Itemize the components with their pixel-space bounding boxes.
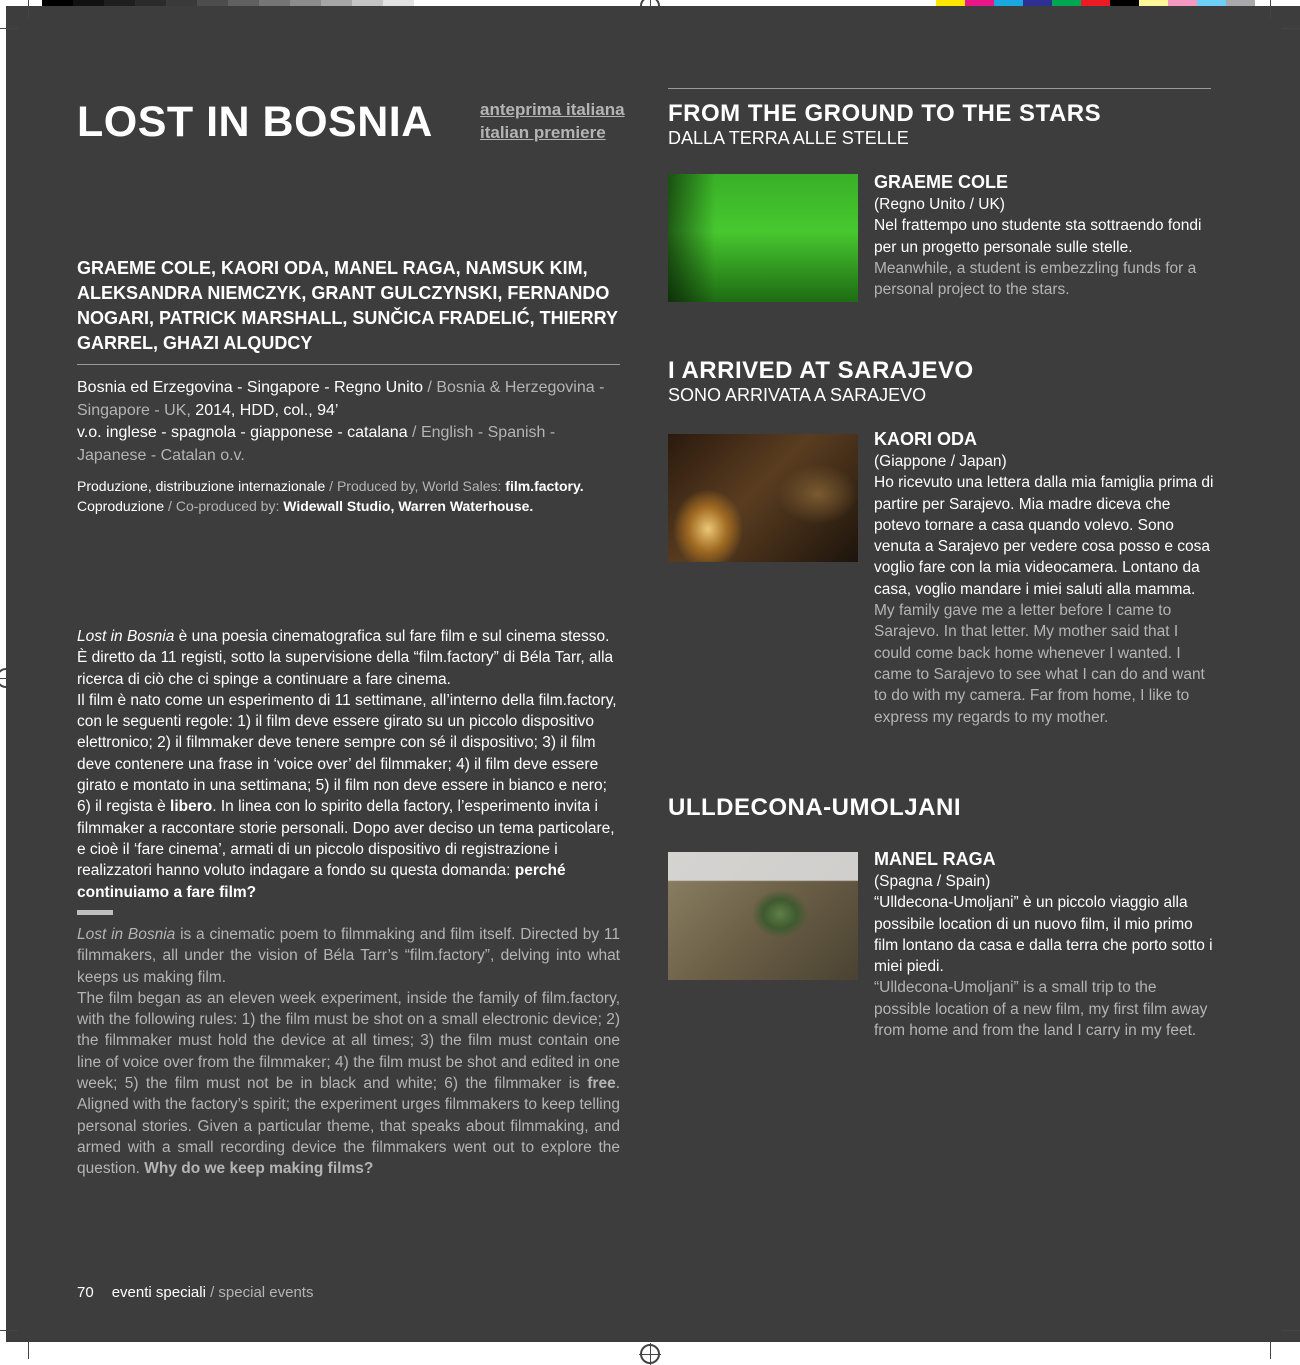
film-3-title: ULLDECONA-UMOLJANI <box>668 794 961 821</box>
section-separator: / <box>205 1284 219 1301</box>
film-3-synopsis-italian: “Ulldecona-Umoljani” è un piccolo viaggio alla possibile location di un nuovo film, il mio primo film lontano da casa e dalla terra che porto sotto i miei piedi. <box>874 894 1213 976</box>
film-2-country: (Giappone / Japan) <box>874 453 1007 470</box>
page-number: 70 <box>77 1284 94 1301</box>
film-title-italic: Lost in Bosnia <box>77 926 176 943</box>
crop-mark <box>1282 1330 1300 1331</box>
film-1-synopsis-english: Meanwhile, a student is embezzling funds for a personal project to the stars. <box>874 259 1197 299</box>
coproduction-value: Widewall Studio, Warren Waterhouse. <box>283 498 534 514</box>
film-2-details <box>874 427 1214 728</box>
production-value: film.factory. <box>505 478 584 494</box>
crop-mark <box>1282 28 1300 29</box>
coproduction-label-italian: Coproduzione <box>77 498 165 514</box>
film-1-details <box>874 170 1214 300</box>
page-footer <box>77 1284 313 1301</box>
synopsis-italian-paragraph-1: Lost in Bosnia è una poesia cinematografica sul fare film e sul cinema stesso. È diretto da 11 registi, sotto la supervisione della “film.factory” di Béla Tarr, alla ricerca di ciò che ci spinge a continuare a fare cinema. <box>77 628 614 688</box>
premiere-label <box>480 98 625 144</box>
crop-mark <box>0 28 18 29</box>
section-english: special events <box>218 1284 314 1301</box>
film-2-director: KAORI ODA <box>874 429 977 449</box>
premiere-italian: anteprima italiana <box>480 100 625 119</box>
crop-mark <box>0 1330 18 1331</box>
film-title-italic: Lost in Bosnia <box>77 628 175 645</box>
directors-list: GRAEME COLE, KAORI ODA, MANEL RAGA, NAMSUK KIM, ALEKSANDRA NIEMCZYK, GRANT GULCZYNSKI, FERNANDO NOGARI, PATRICK MARSHALL, SUNČICA FRADELIĆ, THIERRY GARREL, GHAZI ALQUDCY <box>77 258 618 353</box>
film-2-still-image <box>668 434 858 562</box>
language-divider <box>77 910 113 915</box>
language-italian: v.o. inglese - spagnola - giapponese - catalana <box>77 424 408 441</box>
synopsis-italian <box>77 626 620 903</box>
premiere-english: italian premiere <box>480 123 606 142</box>
divider-rule <box>77 364 620 365</box>
film-1-title: FROM THE GROUND TO THE STARS <box>668 100 1102 127</box>
synopsis-italian-paragraph-2: Il film è nato come un esperimento di 11 settimane, all’interno della film.factory, con le seguenti regole: 1) il film deve essere girato su un piccolo dispositivo elettronico; 2) il filmmaker deve tenere sempre con sé il dispositivo; 3) il film deve contenere una frase in ‘voice over’ del filmmaker; 4) il film deve essere girato e montato in una settimana; 5) il film non deve essere in bianco e nero; 6) il regista è libero. In linea con lo spirito della factory, l’esperimento invita i filmmaker a raccontare storie personali. Dopo aver deciso un tema particolare, e cioè il ‘fare cinema’, armati di un piccolo dispositivo di registrazione i realizzatori hanno voluto indagare a fondo su questa domanda: perché continuiamo a fare film? <box>77 691 617 901</box>
header-rule <box>668 88 1211 89</box>
countries-italian: Bosnia ed Erzegovina - Singapore - Regno Unito <box>77 379 423 396</box>
film-3-synopsis-english: “Ulldecona-Umoljani” is a small trip to the possible location of a new film, my first film away from home and from the land I carry in my feet. <box>874 979 1208 1040</box>
film-1-subtitle: DALLA TERRA ALLE STELLE <box>668 128 909 148</box>
section-italian: eventi speciali <box>111 1284 206 1301</box>
film-2-synopsis-italian: Ho ricevuto una lettera dalla mia famiglia prima di partire per Sarajevo. Mia madre diceva che potevo tornare a casa quando volevo. Sono venuta a Sarajevo per vedere cosa posso e cosa voglio fare con la mia videocamera. Lontano da casa, voglio mandare i miei saluti alla mamma. <box>874 474 1214 598</box>
film-1-country: (Regno Unito / UK) <box>874 196 1005 213</box>
synopsis-english-paragraph-2: The film began as an eleven week experiment, inside the family of film.factory, with the following rules: 1) the film must be shot on a small electronic device; 2) the filmmaker must hold the device at all times; 3) the film must contain one line of voice over from the filmmaker; 4) the film must be shot and edited in one week; 5) the film must not be in black and white; 6) the filmmaker is free. Aligned with the factory’s spirit; the experiment urges filmmakers to keep telling personal stories. Given a particular theme, that speaks about filmmaking, and armed with a small recording device the filmmakers went out to explore the question. Why do we keep making films? <box>77 989 620 1178</box>
film-3-country: (Spagna / Spain) <box>874 873 991 890</box>
coproduction-line <box>77 496 620 516</box>
language-english: English - Spanish - Japanese - Catalan o.v. <box>77 424 556 464</box>
registration-mark-bottom <box>640 1344 660 1364</box>
tech-specs: 2014, HDD, col., 94’ <box>190 401 339 419</box>
film-1-still-image <box>668 174 858 302</box>
language-separator: / <box>407 424 421 441</box>
film-info <box>77 377 620 467</box>
film-2-subtitle: SONO ARRIVATA A SARAJEVO <box>668 385 927 405</box>
crop-mark <box>1270 1342 1271 1359</box>
production-line <box>77 476 620 496</box>
film-3-director: MANEL RAGA <box>874 849 996 869</box>
crop-mark <box>28 0 29 18</box>
film-3-still-image <box>668 852 858 980</box>
countries-separator: / <box>422 379 437 396</box>
main-title: LOST IN BOSNIA <box>77 98 433 146</box>
production-label-italian: Produzione, distribuzione internazionale <box>77 478 326 494</box>
crop-mark <box>28 1342 29 1359</box>
crop-mark <box>1270 0 1271 18</box>
synopsis-english <box>77 924 620 1180</box>
film-2-synopsis-english: My family gave me a letter before I came to Sarajevo. In that letter. My mother said that I could come back home whenever I wanted. I came to Sarajevo to see what I can do and want to do with my camera. Far from home, I like to express my regards to my mother. <box>874 602 1205 726</box>
countries-english: Bosnia & Herzegovina - Singapore - UK, <box>77 379 605 419</box>
synopsis-english-paragraph-1: Lost in Bosnia is a cinematic poem to filmmaking and film itself. Directed by 11 filmmakers, all under the vision of Béla Tarr’s “film.factory”, delving into what keeps us making film. <box>77 926 620 986</box>
film-1-synopsis-italian: Nel frattempo uno studente sta sottraendo fondi per un progetto personale sulle stelle. <box>874 217 1202 256</box>
production-credits <box>77 476 620 516</box>
coproduction-label-english: / Co-produced by: <box>164 498 284 514</box>
countries-line <box>77 377 620 422</box>
language-line <box>77 422 620 467</box>
film-2-title: I ARRIVED AT SARAJEVO <box>668 357 974 384</box>
film-1-director: GRAEME COLE <box>874 172 1009 192</box>
production-label-english: / Produced by, World Sales: <box>325 478 506 494</box>
film-3-details <box>874 847 1214 1041</box>
